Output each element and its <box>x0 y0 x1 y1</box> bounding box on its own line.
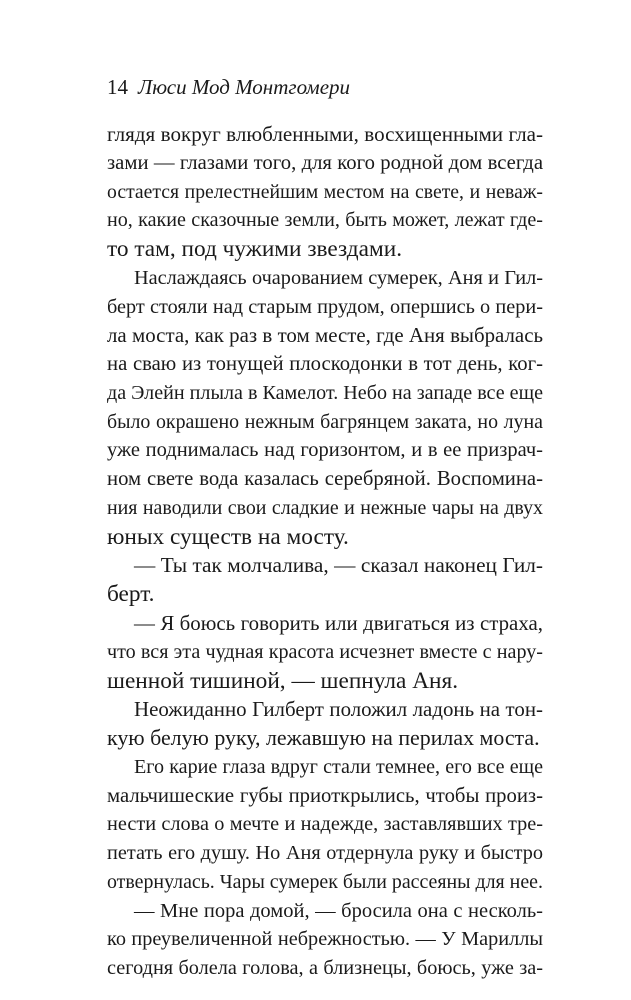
text-line: шенной тишиной, — шепнула Аня. <box>107 667 459 694</box>
author-name: Люси Мод Монтгомери <box>138 75 351 99</box>
text-line: было окрашено нежным багрянцем заката, но луна <box>107 410 543 433</box>
text-line: да Элейн плыла в Камелот. Небо на западе все еще <box>107 381 543 404</box>
text-line: ния наводили свои сладкие и нежные чары на двух <box>107 496 543 519</box>
text-line: уже поднималась над горизонтом, и в ее призрач- <box>107 439 543 462</box>
text-line: зами — глазами того, для кого родной дом всегда <box>107 151 543 174</box>
text-line: Его карие глаза вдруг стали темнее, его все еще <box>134 755 543 778</box>
text-line: ко преувеличенной небрежностью. — У Мариллы <box>107 928 543 951</box>
text-line: глядя вокруг влюбленными, восхищенными гла- <box>107 122 543 146</box>
body-text <box>107 120 543 983</box>
text-line: Наслаждаясь очарованием сумерек, Аня и Гил- <box>134 266 543 289</box>
text-line: — Ты так молчалива, — сказал наконец Гил- <box>134 553 543 578</box>
text-line: берт. <box>107 581 155 608</box>
text-line: нести слова о мечте и надежде, заставлявших тре- <box>107 813 543 836</box>
text-line: берт стояли над старым прудом, опершись о пери- <box>107 295 543 318</box>
text-line: отвернулась. Чары сумерек были рассеяны для нее. <box>107 870 543 893</box>
text-line: петать его душу. Но Аня отдернула руку и быстро <box>107 842 543 865</box>
text-line: но, какие сказочные земли, быть может, лежат где- <box>107 209 543 232</box>
text-line: то там, под чужими звездами. <box>107 236 403 263</box>
text-line: остается прелестнейшим местом на свете, и неваж- <box>107 180 543 203</box>
text-line: кую белую руку, лежавшую на перилах моста. <box>107 725 540 751</box>
text-line: — Я боюсь говорить или двигаться из страха, <box>134 611 543 636</box>
text-line: на сваю из тонущей плоскодонки в тот день, ког- <box>107 353 543 376</box>
running-head <box>107 74 350 100</box>
text-line: — Мне пора домой, — бросила она с несколь- <box>134 899 543 922</box>
text-line: сегодня болела голова, а близнецы, боюсь, уже за- <box>107 957 543 980</box>
text-line: мальчишеские губы приоткрылись, чтобы произ- <box>107 784 543 807</box>
text-line: что вся эта чудная красота исчезнет вместе с нару- <box>107 640 543 663</box>
text-line: юных существ на мосту. <box>107 523 349 550</box>
page-number: 14 <box>107 75 128 99</box>
text-line: ла моста, как раз в том месте, где Аня выбралась <box>107 323 543 348</box>
text-line: ном свете вода казалась серебряной. Воспомина- <box>107 468 543 491</box>
text-line: Неожиданно Гилберт положил ладонь на тон- <box>134 697 543 722</box>
